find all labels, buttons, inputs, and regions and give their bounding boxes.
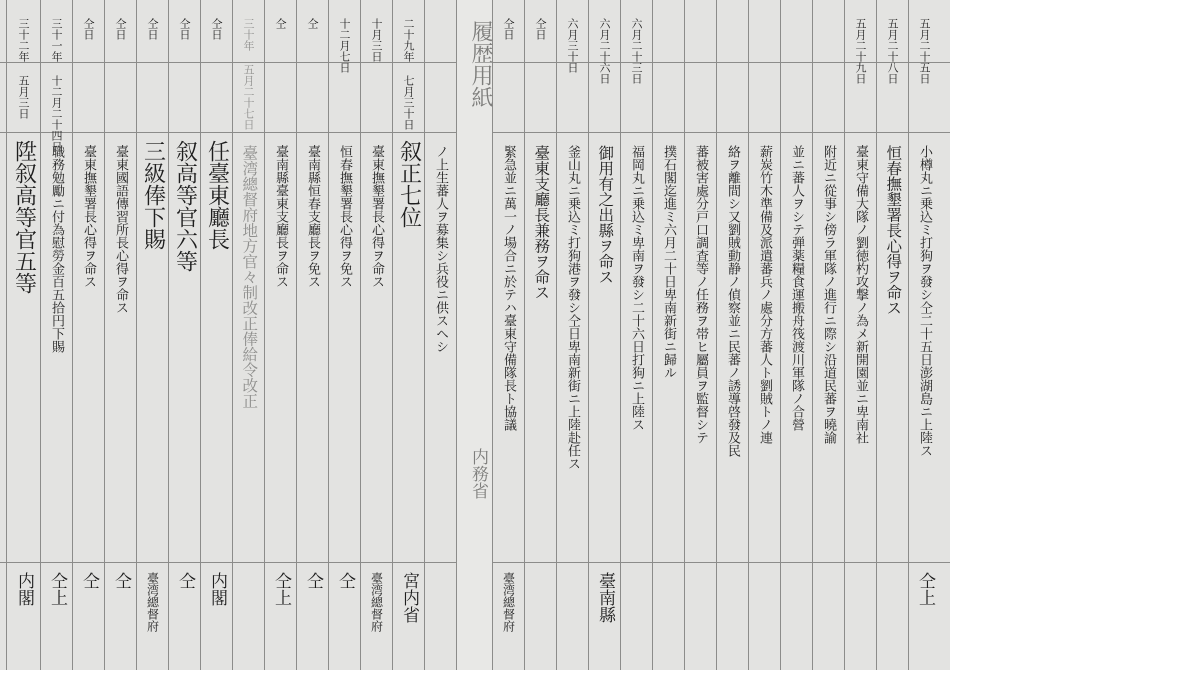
entry-column [780,0,812,670]
entry-date: 五月二十五日 [918,18,931,84]
entry-text: 陞叙高等官五等 [11,140,37,294]
entry-column [716,0,748,670]
entry-office: 臺湾總督府 [369,572,384,632]
entry-text: 蕃被害處分戸口調査等ノ任務ヲ帯ヒ屬員ヲ監督シテ [693,145,708,444]
entry-column [556,0,588,670]
entry-column [6,0,40,670]
entry-column [360,0,392,670]
entry-column [136,0,168,670]
entry-text: 薪炭竹木準備及派遣蕃兵ノ處分方蕃人ト劉賊トノ連 [757,145,772,444]
entry-text: 臺東國語傳習所長心得ヲ命ス [113,145,128,314]
entry-office: 臺湾總督府 [145,572,160,632]
entry-office: 仝 [335,572,355,589]
entry-column [652,0,684,670]
entry-text: 御用有之出縣ヲ命ス [596,145,615,285]
entry-text: 恒春撫墾署長心得ヲ免ス [337,145,352,288]
entry-office: 内閣 [14,572,34,606]
entry-text: 三級俸下賜 [140,140,166,250]
entry-date: 三十年 五月二十七日 [242,18,255,130]
entry-column [876,0,908,670]
entry-column [684,0,716,670]
entry-office: 仝 [303,572,323,589]
entry-office: 臺南縣 [595,572,615,623]
entry-column [620,0,652,670]
entry-date: 仝日 [114,18,127,40]
entry-date: 三十二年 五月三日 [17,18,30,119]
entry-date: 仝日 [502,18,515,40]
entry-date: 六月三十日 [566,18,579,73]
entry-column [812,0,844,670]
entry-office: 仝 [111,572,131,589]
entry-column [492,0,524,670]
entry-text: 任臺東廳長 [204,140,230,250]
entry-column [40,0,72,670]
entry-text: 臺東支廳長兼務ヲ命ス [532,145,551,300]
entry-date: 二十九年 七月三十日 [402,18,415,130]
entry-text: 附近ニ從事シ傍ラ軍隊ノ進行ニ際シ沿道民蕃ヲ曉諭 [821,145,836,444]
entry-office: 臺湾總督府 [501,572,516,632]
entry-text: ノ上生蕃人ヲ募集シ兵役ニ供スヘシ [433,145,448,353]
entry-text: 臺東守備大隊ノ劉徳杓攻撃ノ為メ新開園並ニ卑南社 [853,145,868,444]
entry-column [908,0,940,670]
entry-text: 臺南縣恒春支廳長ヲ免ス [305,145,320,288]
entry-column [424,0,456,670]
entry-text: 撲石閣迄進ミ六月二十日卑南新街ニ歸ル [661,145,676,379]
entry-office: 仝 [79,572,99,589]
entry-column [588,0,620,670]
entry-text: 恒春撫墾署長心得ヲ命ス [884,145,903,316]
entry-text: 職務勉勵ニ付為慰勞金百五拾円下賜 [49,145,64,353]
entry-office: 仝上 [915,572,935,606]
entry-column [524,0,556,670]
entry-text: 臺南縣臺東支廳長ヲ命ス [273,145,288,288]
entry-date: 仝日 [534,18,547,40]
ministry-label: 内務省 [468,448,488,499]
entry-date: 十月三日 [370,18,383,62]
entry-office: 仝上 [47,572,67,606]
entry-date: 三十一年 十二月二十四日 [50,18,63,152]
form-header-band [456,0,492,670]
entry-text: 臺湾總督府地方官々制改正俸給令改正 [240,145,259,409]
entry-text: 緊急並ニ萬一ノ場合ニ於テハ臺東守備隊長ト協議 [501,145,516,431]
entry-office: 内閣 [207,572,227,606]
entry-date: 仝日 [178,18,191,40]
entry-date: 五月二十九日 [854,18,867,84]
entry-office: 仝 [175,572,195,589]
entry-column [328,0,360,670]
entry-column [392,0,424,670]
entry-date: 六月二十三日 [630,18,643,84]
entry-office: 仝上 [271,572,291,606]
entry-column [72,0,104,670]
entry-text: 福岡丸ニ乗込ミ卑南ヲ發シ二十六日打狗ニ上陸ス [629,145,644,431]
entry-column [844,0,876,670]
entry-text: 臺東撫墾署長心得ヲ命ス [369,145,384,288]
entry-text: 叙正七位 [396,140,422,228]
entry-text: 臺東撫墾署長心得ヲ命ス [81,145,96,288]
entry-text: 釜山丸ニ乗込ミ打狗港ヲ發シ仝日卑南新街ニ上陸赴任ス [565,145,580,470]
form-title: 履歴用紙 [468,20,493,108]
entry-text: 並ニ蕃人ヲシテ弾薬糧食運搬舟筏渡川軍隊ノ合營 [789,145,804,431]
entry-column [104,0,136,670]
entry-date: 仝日 [210,18,223,40]
entry-column [296,0,328,670]
entry-date: 仝日 [82,18,95,40]
entry-column [200,0,232,670]
entry-date: 十二月七日 [338,18,351,73]
entry-column [168,0,200,670]
entry-text: 小樽丸ニ乗込ミ打狗ヲ發シ仝二十五日澎湖島ニ上陸ス [917,145,932,457]
entry-office: 宮内省 [399,572,419,623]
entry-text: 絡ヲ離間シ又劉賊動静ノ偵察並ニ民蕃ノ誘導啓發及民 [725,145,740,457]
entry-column [264,0,296,670]
entry-date: 六月二十六日 [598,18,611,84]
entry-column [748,0,780,670]
entry-date: 仝 [306,18,319,29]
entry-date: 仝日 [146,18,159,40]
entry-column [232,0,264,670]
entry-date: 仝 [274,18,287,29]
entry-date: 五月二十八日 [886,18,899,84]
entry-text: 叙高等官六等 [172,140,198,272]
